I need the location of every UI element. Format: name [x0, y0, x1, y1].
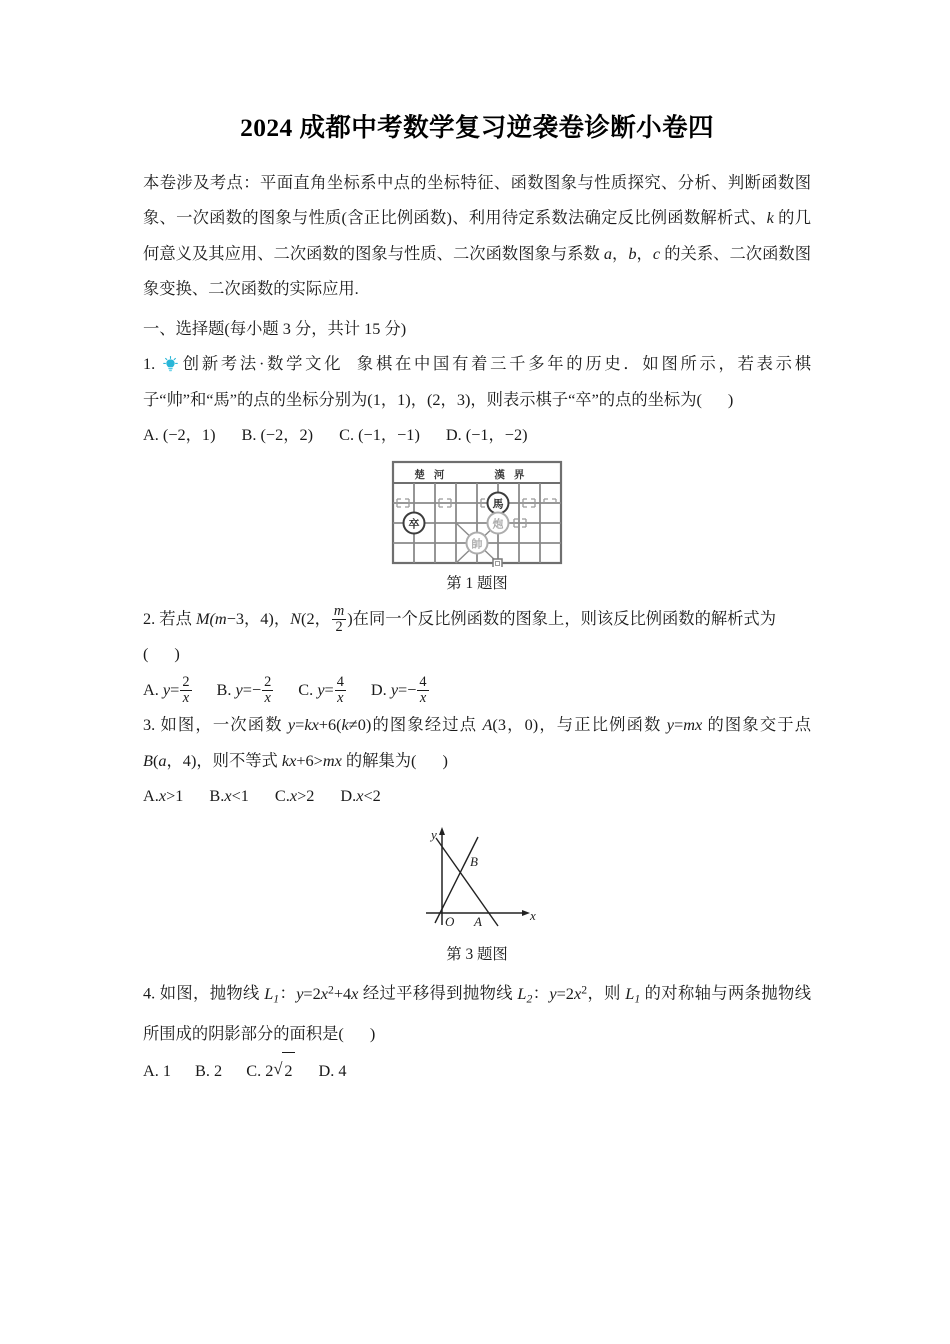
q3-mid1: 的图象经过点: [371, 715, 483, 735]
q3-fn2: y=mx: [666, 715, 703, 735]
question-3-options: [143, 778, 811, 814]
question-1-number: 1.: [143, 354, 156, 374]
option-2-d-label: D.: [370, 679, 387, 699]
q2-frac-num: m: [333, 602, 345, 619]
option-2-c[interactable]: C. y= $\frac{4}{x}$: [298, 673, 344, 707]
q2-m-args: (m−3，4): [209, 608, 274, 628]
exam-scope-paragraph: 本卷涉及考点：平面直角坐标系中点的坐标特征、函数图象与性质探究、分析、判断函数图象、一次函数的图象与性质(含正比例函数)、利用待定系数法确定反比例函数解析式、k 的几何意义及其应用、二次函数的图象与性质、二次函数图象与系数 a，b，c 的关系、二次函数图象变换、二次函数的实际应用.: [143, 172, 811, 299]
chess-piece-pao: [488, 512, 509, 533]
q2-fraction-m-2: [332, 604, 346, 636]
q2-point-m: M: [195, 608, 210, 628]
question-1-body: 象棋在中国有着三千多年的历史．如图所示，若表示棋子“帅”和“馬”的点的坐标分别为(1，1)，(2，3)，则表示棋子“卒”的点的坐标为(: [143, 354, 811, 409]
option-2-b-num: 2: [264, 673, 272, 690]
question-3-number: 3.: [143, 715, 156, 735]
q4-tail: 的对称轴与两条抛物线所围成的阴影部分的面积是(: [143, 983, 811, 1044]
figure-1-caption: 第 1 题图: [446, 574, 508, 592]
option-2-b-sign: −: [251, 679, 262, 699]
option-2-d-sign: −: [407, 679, 417, 699]
q3-fn1: y=kx+6(k≠0): [287, 715, 372, 735]
graph-point-b-label: B: [470, 853, 478, 869]
graph-point-a-label: A: [474, 913, 482, 929]
graph-y-label: y: [431, 826, 437, 842]
question-2-paren-line: [143, 636, 811, 672]
q4-mid1: 经过平移得到抛物线: [358, 983, 518, 1003]
question-3-text: [143, 707, 811, 778]
figure-question-3: [143, 820, 811, 972]
scope-label: 本卷涉及考点：: [143, 172, 260, 192]
option-1-b[interactable]: B. (−2，2): [241, 425, 314, 445]
page-title: 2024 成都中考数学复习逆袭卷诊断小卷四: [240, 113, 714, 142]
question-1-paren-close: ): [727, 389, 734, 409]
option-2-d[interactable]: D. y=− $\frac{4}{x}$: [370, 673, 427, 707]
chess-piece-zu: [404, 512, 425, 533]
graph-container: [143, 820, 811, 938]
q4-l1: $L_1$: [264, 983, 280, 1005]
q4-colon1: ：: [279, 983, 297, 1003]
question-4-options: [143, 1052, 811, 1089]
option-1-a[interactable]: A. (−2，1): [143, 425, 216, 445]
option-2-a-den: x: [182, 690, 190, 707]
option-4-c[interactable]: C. 2 √ 2: [246, 1052, 294, 1089]
graph-origin-label: O: [445, 913, 455, 929]
scope-var-k: k: [766, 208, 774, 228]
figure-question-1: [143, 459, 811, 601]
q3-point-a: A(3，0): [482, 715, 539, 735]
linear-function-graph-svg: [412, 820, 542, 938]
option-3-c[interactable]: C.x>2: [274, 786, 315, 806]
q4-mid2: ，则: [587, 983, 626, 1003]
q2-frac-den: 2: [335, 619, 343, 636]
svg-text:卒: 卒: [408, 518, 420, 531]
q2-comma: ，: [273, 608, 291, 628]
question-2-options: [143, 672, 811, 708]
lightbulb-icon: [163, 349, 178, 365]
option-4-b[interactable]: B. 2: [195, 1060, 223, 1080]
option-1-d[interactable]: D. (−1，−2): [445, 425, 528, 445]
q2-n-close: ): [347, 608, 353, 628]
question-1-tag: 创新考法·数学文化: [180, 354, 344, 374]
option-3-d[interactable]: D.x<2: [340, 786, 381, 806]
question-2-text: [143, 601, 811, 637]
option-3-b[interactable]: B.x<1: [209, 786, 249, 806]
option-4-d[interactable]: D. 4: [318, 1060, 347, 1080]
river-label-left: 楚 河: [414, 469, 448, 481]
q2-paren-close: ): [174, 644, 180, 664]
option-2-a-label: A.: [143, 679, 159, 699]
option-2-a[interactable]: A. y= $\frac{2}{x}$: [143, 673, 190, 707]
option-2-c-den: x: [337, 690, 344, 707]
q2-n-open: (2，: [301, 608, 331, 628]
q4-paren-close: ): [369, 1024, 376, 1044]
q4-eq2: $y=2x^2$: [549, 982, 588, 1003]
option-2-c-label: C.: [298, 679, 314, 699]
option-1-c[interactable]: C. (−1，−1): [339, 425, 420, 445]
question-4-text: [143, 972, 811, 1052]
chess-piece-ma: [488, 492, 509, 513]
river-label-right: 漢 界: [494, 469, 528, 481]
option-2-c-num: 4: [336, 673, 344, 690]
chinese-chessboard-svg: [387, 459, 567, 567]
scope-text-1: 平面直角坐标系中点的坐标特征、函数图象与性质探究、分析、判断函数图象、一次函数的图象与性质(含正比例函数)、利用待定系数法确定反比例函数解析式、: [143, 172, 811, 228]
option-2-d-num: 4: [419, 673, 427, 690]
question-2-tail: 在同一个反比例函数的图象上，则该反比例函数的解析式为: [352, 608, 776, 628]
page-content: [143, 112, 811, 1088]
question-4-number: 4.: [143, 983, 156, 1003]
q3-inequality: kx+6>mx: [281, 750, 342, 770]
q2-paren-open: (: [143, 644, 149, 664]
q4-colon2: ：: [532, 983, 550, 1003]
section-heading-choice: 一、选择题(每小题 3 分，共计 15 分): [143, 318, 407, 338]
graph-x-label: x: [530, 907, 536, 923]
option-2-b-label: B.: [216, 679, 232, 699]
option-4-a[interactable]: A. 1: [143, 1060, 172, 1080]
q4-eq1: $y=2x^2+4x$: [296, 982, 359, 1003]
q2-point-n: N: [290, 608, 302, 628]
q4-l1b: $L_1$: [625, 983, 641, 1005]
q4-lead: 如图，抛物线: [159, 983, 265, 1003]
svg-text:馬: 馬: [492, 498, 504, 511]
q3-point-b: B(a，4): [143, 750, 197, 770]
chess-piece-shuai: [467, 532, 488, 553]
q3-paren-close: ): [442, 750, 448, 770]
figure-3-caption: 第 3 题图: [446, 945, 508, 963]
scope-text-3: 的关系、二次函数图象变换、二次函数的实际应用.: [143, 243, 811, 299]
option-2-d-den: x: [419, 690, 427, 707]
question-1-text: [143, 346, 811, 417]
question-2-number: 2.: [143, 608, 156, 628]
scope-var-b: b: [628, 243, 637, 263]
scope-var-abc: a: [603, 243, 613, 263]
svg-text:炮: 炮: [492, 518, 504, 531]
q3-mid2: ，与正比例函数: [538, 715, 667, 735]
chessboard-container: [143, 459, 811, 567]
option-3-a[interactable]: A.x>1: [143, 786, 184, 806]
q3-mid3: 的图象交于点: [702, 715, 812, 735]
option-2-a-num: 2: [182, 673, 190, 690]
svg-text:帥: 帥: [471, 538, 483, 551]
question-2-lead: 若点: [159, 608, 196, 628]
option-2-b-den: x: [264, 690, 271, 707]
q3-mid4: ，则不等式: [196, 750, 282, 770]
option-2-b[interactable]: B. y=− $\frac{2}{x}$: [216, 673, 272, 707]
scope-var-c: c: [652, 243, 661, 263]
q4-l2: $L_2$: [517, 983, 533, 1005]
question-1-options: [143, 417, 811, 453]
scope-text-2: 的几何意义及其应用、二次函数的图象与性质、二次函数图象与系数: [143, 208, 811, 263]
q3-tail: 的解集为(: [341, 750, 417, 770]
q3-lead: 如图，一次函数: [160, 715, 288, 735]
